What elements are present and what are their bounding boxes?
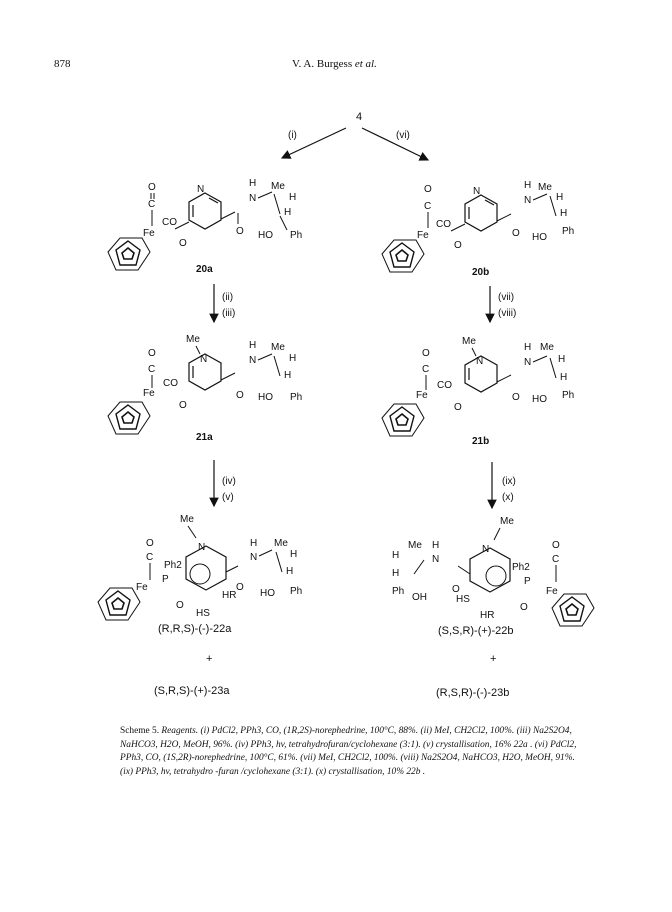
svg-text:Ph: Ph <box>562 390 575 401</box>
svg-text:Me: Me <box>538 182 552 193</box>
svg-text:Fe: Fe <box>143 388 155 399</box>
svg-text:Me: Me <box>462 336 476 347</box>
svg-text:Ph: Ph <box>290 586 303 597</box>
step-label-viii: (viii) <box>498 308 517 319</box>
step-label-vi: (vi) <box>396 130 410 141</box>
svg-text:O: O <box>454 240 462 251</box>
svg-text:H: H <box>286 566 294 577</box>
svg-text:O: O <box>179 400 187 411</box>
svg-text:C: C <box>424 201 432 212</box>
svg-text:Fe: Fe <box>143 228 155 239</box>
structure-21b <box>382 336 574 436</box>
svg-text:HR: HR <box>222 590 237 601</box>
svg-text:Ph: Ph <box>290 230 303 241</box>
svg-text:O: O <box>148 348 156 359</box>
svg-text:P: P <box>524 576 531 587</box>
svg-text:H: H <box>560 208 568 219</box>
svg-text:H: H <box>249 178 257 189</box>
svg-text:Ph: Ph <box>290 392 303 403</box>
structure-22a <box>98 514 302 620</box>
step-label-i: (i) <box>288 130 297 141</box>
svg-text:N: N <box>432 554 440 565</box>
svg-text:HS: HS <box>456 594 470 605</box>
svg-text:Fe: Fe <box>416 390 428 401</box>
svg-text:N: N <box>482 544 490 555</box>
svg-text:CO: CO <box>436 219 451 230</box>
structure-20a <box>108 178 302 270</box>
product-22a: (R,R,S)-(-)-22a <box>158 623 232 635</box>
svg-text:Me: Me <box>274 538 288 549</box>
caption-lead: Scheme 5. <box>120 726 160 736</box>
compound-21a: 21a <box>196 432 213 443</box>
svg-text:CO: CO <box>437 380 452 391</box>
svg-text:N: N <box>524 195 532 206</box>
svg-text:O: O <box>236 582 244 593</box>
svg-text:OH: OH <box>412 592 427 603</box>
svg-text:Me: Me <box>540 342 554 353</box>
svg-text:HR: HR <box>480 610 495 621</box>
compound-21b: 21b <box>472 436 490 447</box>
svg-text:C: C <box>148 199 156 210</box>
svg-text:O: O <box>454 402 462 413</box>
svg-text:Me: Me <box>271 342 285 353</box>
svg-text:H: H <box>290 549 298 560</box>
svg-text:O: O <box>512 228 520 239</box>
product-23a: (S,R,S)-(+)-23a <box>154 685 230 697</box>
svg-text:H: H <box>249 340 257 351</box>
structure-21a <box>108 334 302 434</box>
svg-text:H: H <box>250 538 258 549</box>
svg-text:N: N <box>200 354 208 365</box>
svg-text:N: N <box>524 357 532 368</box>
plus-right: + <box>490 653 497 665</box>
svg-text:Me: Me <box>408 540 422 551</box>
svg-text:HO: HO <box>532 232 547 243</box>
svg-text:HO: HO <box>260 588 275 599</box>
svg-text:Fe: Fe <box>546 586 558 597</box>
step-label-iii: (iii) <box>222 308 236 319</box>
svg-text:O: O <box>176 600 184 611</box>
svg-text:H: H <box>556 192 564 203</box>
product-22b: (S,S,R)-(+)-22b <box>438 625 514 637</box>
svg-text:O: O <box>422 348 430 359</box>
svg-text:H: H <box>289 353 297 364</box>
svg-text:H: H <box>524 342 532 353</box>
svg-text:HO: HO <box>258 230 273 241</box>
step-label-x: (x) <box>502 492 514 503</box>
product-23b: (R,S,R)-(-)-23b <box>436 687 510 699</box>
svg-text:O: O <box>424 184 432 195</box>
svg-text:Fe: Fe <box>417 230 429 241</box>
svg-text:Me: Me <box>180 514 194 525</box>
svg-text:C: C <box>148 364 156 375</box>
start-compound-label: 4 <box>356 111 363 123</box>
svg-text:Ph: Ph <box>562 226 575 237</box>
structure-20b <box>382 180 574 272</box>
structure-22b <box>392 516 594 626</box>
svg-text:H: H <box>284 207 292 218</box>
svg-text:Me: Me <box>500 516 514 527</box>
svg-text:O: O <box>236 226 244 237</box>
step-label-ii: (ii) <box>222 292 234 303</box>
step-label-iv: (iv) <box>222 476 236 487</box>
svg-text:C: C <box>146 552 154 563</box>
step-label-ix: (ix) <box>502 476 516 487</box>
svg-text:HO: HO <box>532 394 547 405</box>
svg-text:Ph: Ph <box>392 586 405 597</box>
svg-text:Ph2: Ph2 <box>164 560 182 571</box>
compound-20b: 20b <box>472 267 490 278</box>
svg-text:H: H <box>558 354 566 365</box>
svg-text:H: H <box>524 180 532 191</box>
svg-text:H: H <box>392 568 400 579</box>
svg-text:N: N <box>198 542 206 553</box>
svg-text:H: H <box>392 550 400 561</box>
svg-text:H: H <box>432 540 440 551</box>
svg-text:O: O <box>452 584 460 595</box>
svg-text:HS: HS <box>196 608 210 619</box>
svg-text:CO: CO <box>163 378 178 389</box>
svg-text:O: O <box>179 238 187 249</box>
svg-text:O: O <box>236 390 244 401</box>
step-label-vii: (vii) <box>498 292 515 303</box>
svg-text:O: O <box>146 538 154 549</box>
svg-text:Fe: Fe <box>136 582 148 593</box>
svg-text:Ph2: Ph2 <box>512 562 530 573</box>
svg-text:H: H <box>560 372 568 383</box>
svg-text:H: H <box>284 370 292 381</box>
plus-left: + <box>206 653 213 665</box>
svg-text:C: C <box>552 554 560 565</box>
svg-text:Me: Me <box>186 334 200 345</box>
svg-text:O: O <box>520 602 528 613</box>
svg-text:N: N <box>476 356 484 367</box>
svg-text:O: O <box>148 182 156 193</box>
page-number: 878 <box>54 58 71 70</box>
svg-text:C: C <box>422 364 430 375</box>
svg-text:CO: CO <box>162 217 177 228</box>
svg-text:N: N <box>197 184 205 195</box>
svg-text:Me: Me <box>271 181 285 192</box>
running-head-etal: et al. <box>354 58 377 70</box>
svg-text:N: N <box>250 552 258 563</box>
caption-text: Reagents. (i) PdCl2, PPh3, CO, (1R,2S)-norephedrine, 100°C, 88%. (ii) MeI, CH2Cl2, 100%. (iii) Na2S2O4, NaHCO3, H2O, MeOH, 96%. (iv) PPh3, hv, tetrahydrofuran/cyclohexane (3:1). (v) crystallisation, 16% 22a . (vi) PdCl2, PPh3, CO, (1S,2R)-norephedrine, 100°C, 61%. (vii) MeI, CH2Cl2, 100%. (viii) Na2S2O4, NaHCO3, H2O, MeOH, 91%. (ix) PPh3, hv, tetrahydro -furan /cyclohexane (3:1). (x) crystallisation, 10% 22b . <box>120 726 577 777</box>
svg-text:O: O <box>552 540 560 551</box>
compound-20a: 20a <box>196 264 213 275</box>
scheme-caption <box>120 725 590 779</box>
svg-text:O: O <box>512 392 520 403</box>
running-head-author: V. A. Burgess <box>292 58 353 70</box>
arrow-to-20b <box>362 128 428 160</box>
svg-text:HO: HO <box>258 392 273 403</box>
svg-text:H: H <box>289 192 297 203</box>
svg-text:N: N <box>249 193 257 204</box>
svg-text:N: N <box>249 355 257 366</box>
svg-text:P: P <box>162 574 169 585</box>
svg-text:N: N <box>473 186 481 197</box>
step-label-v: (v) <box>222 492 234 503</box>
